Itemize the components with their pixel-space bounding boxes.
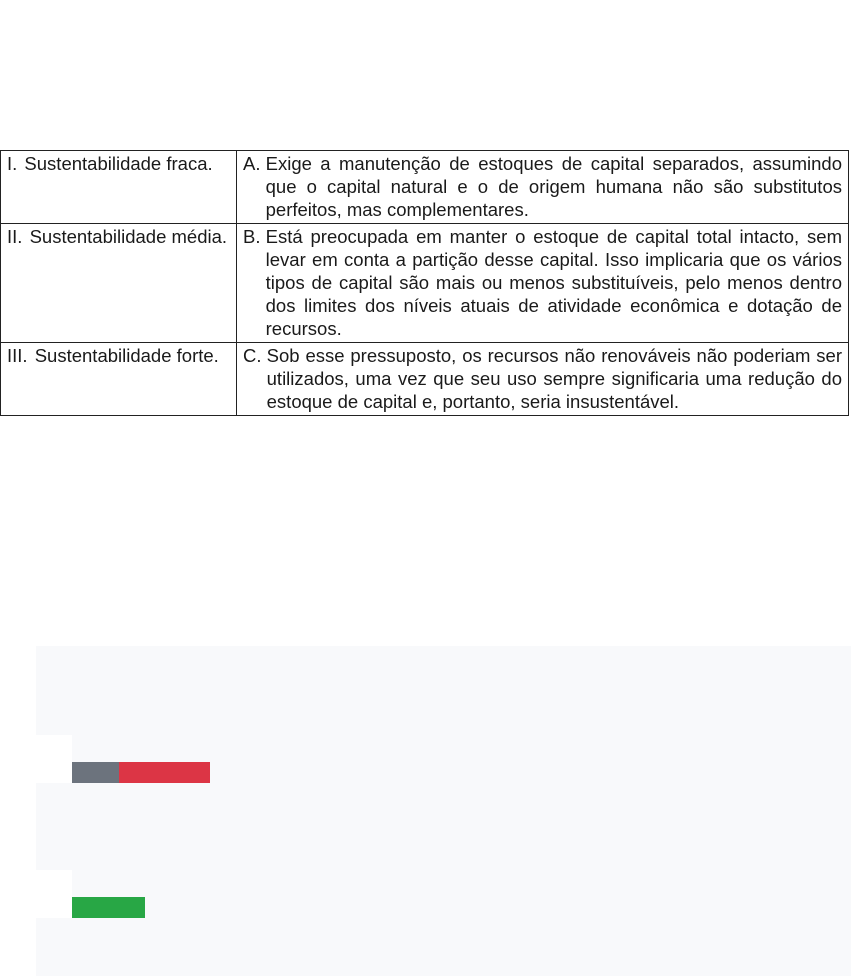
concept-label: Sustentabilidade forte.: [34, 345, 219, 366]
definition-text: Sob esse pressuposto, os recursos não renováveis não poderiam ser utilizados, uma vez que seu uso sempre significaria uma redução do estoque de capital e, portanto, seria insustentável.: [266, 345, 842, 412]
placeholder-block: [0, 735, 72, 783]
definition-cell: [237, 343, 849, 416]
table-row: [1, 224, 849, 343]
red-skeleton-bar: [119, 762, 210, 783]
definition-text: Está preocupada em manter o estoque de capital total intacto, sem levar em conta a partição desse capital. Isso implicaria que os vários tipos de capital são mais ou menos substituíveis, pelo menos dentro dos limites dos níveis atuais de atividade econômica e dotação de recursos.: [265, 226, 842, 339]
concept-number: II.: [7, 226, 28, 247]
definition-cell: [237, 224, 849, 343]
concept-label: Sustentabilidade média.: [29, 226, 228, 247]
definition-text: Exige a manutenção de estoques de capital separados, assumindo que o capital natural e o de origem humana não são substitutos perfeitos, mas complementares.: [265, 153, 842, 220]
concept-cell: [1, 343, 237, 416]
placeholder-block: [0, 870, 72, 918]
sustainability-table: [0, 150, 849, 416]
gray-skeleton-bar: [72, 762, 120, 783]
concept-cell: [1, 224, 237, 343]
concept-number: III.: [7, 345, 33, 366]
left-gutter: [0, 646, 36, 976]
definition-letter: B.: [243, 226, 266, 247]
table-row: [1, 343, 849, 416]
definition-cell: [237, 151, 849, 224]
green-skeleton-bar: [72, 897, 145, 918]
concept-label: Sustentabilidade fraca.: [24, 153, 213, 174]
concept-cell: [1, 151, 237, 224]
concept-number: I.: [7, 153, 23, 174]
definition-letter: C.: [243, 345, 267, 366]
table-row: [1, 151, 849, 224]
definition-letter: A.: [243, 153, 266, 174]
